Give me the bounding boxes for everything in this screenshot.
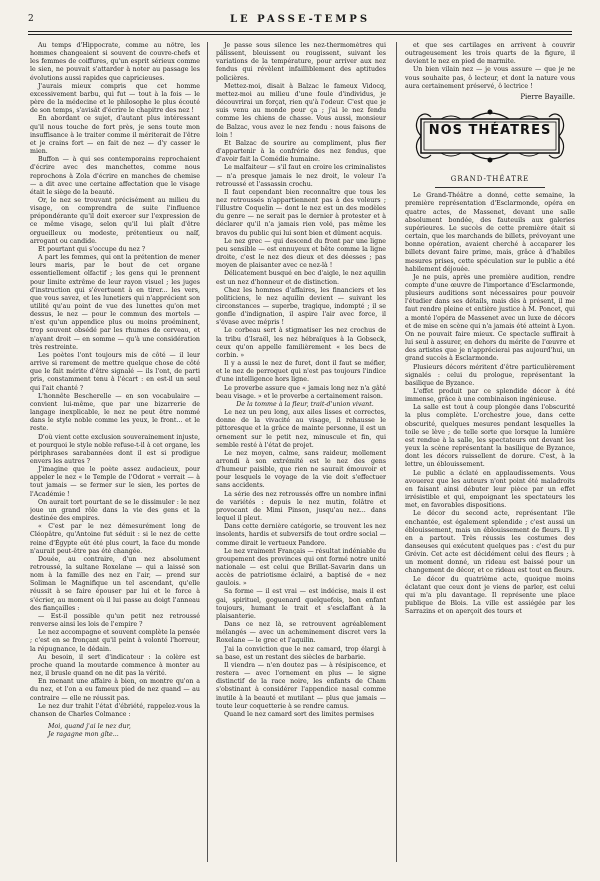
page-header [28,14,572,30]
paragraph: Il viendra — n'en doutez pas — à résipiscence, et restera — avec l'ornement en plus — le signe distinctif de la race noire, les enfants de Cham s'obstinant à considérer l'appendice nasal comme inutile à la beauté et mutilant — plus que jamais — toute leur coquetterie à se rendre camus. [216,661,386,710]
paragraph: Le décor du second acte, représentant l'île enchantée, est également splendide ; c'est aussi un éblouissement, mais un éblouissement de fleurs. Il y en a partout. Très réussis les costumes des danseuses qui exécutent quelques pas : c'est du pur Grévin. Cet acte est décidément celui des fleurs ; à un moment donné, un rideau est baissé pour un changement de décor, et ce rideau est tout en fleurs. [405,510,575,575]
paragraph: Le corbeau sert à stigmatiser les nez crochus de la tribu d'Israël, les nez hébraïques à la Gobseck, ceux qu'on appelle familièrement « les becs de corbin. » [216,327,386,359]
verse-line: Moi, quand j'ai le nez dur, [48,722,131,730]
paragraph: Il faut cependant bien reconnaître que tous les nez retroussés n'appartiennent pas à des voleurs ; l'illustre Coquelin — dont le nez est un des modèles du genre — ne serait pas le dernier à protester et à déclarer qu'il n'a jamais rien volé, pas même les bravos du public qui lui sont bien et dûment acquis. [216,188,386,237]
paragraph: J'ai la conviction que le nez camard, trop élargi à sa base, est un restant des siècles de barbarie. [216,645,386,661]
paragraph: Le malfaiteur — s'il faut en croire les criminalistes — n'a presque jamais le nez droit, le voleur l'a retroussé et l'assassin crochu. [216,164,386,188]
paragraph: J'imagine que le poète assez audacieux, pour appeler le nez « le Temple de l'Odorat » verrait — à tout jamais — se fermer sur le sien, les portes de l'Académie ! [30,466,200,498]
paragraph: Je ne puis, après une première audition, rendre compte d'une œuvre de l'importance d'Esclarmonde, plusieurs auditions sont nécessaires pour pouvoir l'étudier dans ses détails, mais dès à présent, il me faut rendre pleine et entière justice à M. Poncet, qui a monté l'opéra de Massenet avec un luxe de décors et de mise en scène qui n'a jamais été atteint à Lyon. On ne pouvait faire mieux. Ce spectacle suffirait à lui seul à assurer, en dehors du mérite de l'œuvre et des artistes que je n'apprécierai pas aujourd'hui, un grand succès à Esclarmonde. [405,273,575,363]
paragraph: Et pourtant qui s'occupe du nez ? [38,245,146,253]
section-title: GRAND-THÉATRE [450,175,530,184]
paragraph: Quand le nez camard sort des limites permises [224,710,374,718]
paragraph: Buffon — à qui ses contemporains reprochaient d'écrire avec des manchettes, comme nous reprochons à Zola d'écrire en manches de chemise — a dit avec une certaine affectation que le visage était le siège de la beauté. [30,156,200,196]
header-rule [28,31,572,32]
column-divider [396,42,397,862]
paragraph: Le nez grec — qui descend du front par une ligne peu sensible — est ennuyeux et bête comme la ligne droite, c'est le nez des dieux et des déesses ; pas moyen de plaisanter avec ce nez-là ! [216,237,386,270]
paragraph: Le nez vraiment Français — résultat indéniable du groupement des provinces qui ont formé notre unité nationale — est celui que Brillat-Savarin dans un accès de patriotisme éclairé, a baptisé de « nez gaulois. » [216,547,386,588]
page-number: 2 [28,14,34,24]
paragraph: Or, le nez se trouvant précisément au milieu du visage, on comprendra de suite l'influence prépondérante qu'il doit exercer sur l'expression de ce même visage, selon qu'il lui plaît d'être orgueilleux ou modeste, prétentieux ou naïf, arrogant ou candide. [30,196,200,245]
column-1 [30,42,200,862]
paragraph: Le décor du quatrième acte, quoique moins éclatant que ceux dont je viens de parler, est celui qui m'a plu davantage. Il représente une place publique de Blois. La ville est assiégée par les Sarrazins et on aperçoit des tours et [405,575,575,616]
paragraph: Le nez dur trahit l'état d'ébriété, rappelez-vous la chanson de Charles Colmance : [30,702,200,718]
paragraph: — Est-il possible qu'un petit nez retroussé renverse ainsi les lois de l'empire ? [30,612,200,629]
paragraph: L'honnête Bescherelle — en son vocabulaire — convient lui-même, que par une bizarrerie de langage inexplicable, le nez ne peut être nommé dans le style noble comme les yeux, le front... et le reste. [30,392,200,433]
paragraph: Les poètes l'ont toujours mis de côté — il leur arrive si rarement de mettre quelque chose de côté que le fait mérite d'être signalé — ils l'ont, de parti pris, constamment tenu à l'écart : en est-il un seul qui l'ait chanté ? [30,351,200,392]
column-divider [207,42,208,862]
column-2 [216,42,386,862]
paragraph: Je passe sous silence les nez-thermomètres qui pâlissent, bleuissent ou rougissent, suivant les variations de la température, pour arriver aux nez fendus qui révèlent infailliblement des aptitudes policières. [216,42,386,82]
paragraph: La salle est tout à coup plongée dans l'obscurité la plus complète. L'orchestre joue, dans cette obscurité, quelques mesures pendant lesquelles la toile se lève ; de telle sorte que lorsque la lumière est rendue à la salle, les spectateurs ont devant les yeux la scène représentant la basilique de Byzance, dont les décors ruissellent de dorure. C'est, à la lettre, un éblouissement. [405,404,575,469]
paragraph: Dans ce nez là, se retrouvent agréablement mélangés — avec un acheminement discret vers la Roxelane — le grec et l'aquilin. [216,621,386,645]
paragraph: A part les femmes, qui ont la prétention de mener leurs maris, par le bout de cet organe essentiellement olfactif ; les gens qui le prennent pour limite extrême de leur rayon visuel ; les juges d'instruction qui s'évertuent à en tirer... les vers, que vous savez, et les lunetiers qui n'apprécient son utilité qu'au point de vue des lunettes qu'on met dessus, le nez — pour le commun des mortels — n'est qu'un appendice plus ou moins proéminent, trop souvent obsédé par les rhumes de cerveau, et n'ayant droit — en somme — qu'à une considération très restreinte. [30,254,200,351]
paragraph: Le nez accompagne et souvent complète la pensée ; c'est en se fronçant qu'il peint à volonté l'horreur, la répugnance, le dédain. [30,629,200,653]
paragraph: Le Grand-Théâtre a donné, cette semaine, la première représentation d'Esclarmonde, opéra en quatre actes, de Massenet, devant une salle absolument bondée, des fauteuils aux galeries supérieures. Le succès de cette première était si certain, que les marchands de billets, prévoyant une bonne opération, avaient cherché à accaparer les billets devant faire prime, mais, grâce à d'habiles mesures prises, cette spéculation sur le public a été habilement déjouée. [405,192,575,273]
section-banner [411,105,569,167]
paragraph: Au temps d'Hippocrate, comme au nôtre, les hommes changeaient si souvent de couvre-chefs et les femmes de coiffures, qu'un esprit sérieux comme le sien, ne pouvait s'attarder à noter au passage les évolutions aussi rapides que capricieuses. [30,42,200,82]
paragraph: La série des nez retroussés offre un nombre infini de variétés : depuis le nez mutin, folâtre et provocant de Mimi Pinson, jusqu'au nez... dans lequel il pleut. [216,490,386,523]
paragraph: Le nez moyen, calme, sans raideur, mollement arrondi à son extrémité est le nez des gens d'humeur paisible, que rien ne saurait émouvoir et pour lesquels le voyage de la vie doit s'effectuer sans accidents. [216,449,386,490]
subheading: De la tomme à la fleur, trait-d'union vivant. [236,400,374,408]
header-rule-secondary [28,34,572,35]
paragraph: D'où vient cette exclusion souverainement injuste, et pourquoi le style noble refuse-t-il à cet organe, les périphrases sarabannées dont il est si prodigue envers les autres ? [30,433,200,465]
paragraph: Mettez-moi, disait à Balzac le fameux Vidocq, mettez-moi au milieu d'une foule d'individus, je découvrirai un forçat, rien qu'à l'odeur. C'est que je suis venu au monde pour ça ; j'ai le nez fendu comme les chiens de chasse. Vous aussi, monsieur de Balzac, vous avez le nez fendu : nous faisons de loin ! [216,82,386,139]
paragraph: Dans cette dernière catégorie, se trouvent les nez insolents, hardis et subversifs de tout ordre social — comme dirait le vertueux Pandore. [216,523,386,547]
paragraph: Il y a aussi le nez de furet, dont il faut se méfier, et le nez de perroquet qui n'est pas toujours l'indice d'une intelligence hors ligne. [216,360,386,384]
paragraph: Et Balzac de sourire au compliment, plus fier d'appartenir à la confrérie des nez fendus, que d'avoir fait la Comédie humaine. [216,139,386,164]
paragraph: En menant une affaire à bien, on montre qu'on a du nez, et l'on a eu fameux pied de nez quand — au contraire — elle ne réussit pas. [30,678,200,702]
paragraph: Le proverbe assure que « jamais long nez n'a gâté beau visage. » et le proverbe a certainement raison. [216,384,386,400]
paragraph: « C'est par le nez démesurément long de Cléopâtre, qu'Antoine fut séduit : si le nez de cette reine d'Égypte eût été plus court, la face du monde n'aurait peut-être pas été changée. [30,523,200,555]
paragraph: Le nez un peu long, aux ailes lisses et correctes, donne de la vivacité au visage, il rehausse le pittoresque et la grâce de mainte personne, il est un ornement sur le petit nez, minuscule et fin, qui semble resté à l'état de projet. [216,409,386,449]
paragraph: Chez les hommes d'affaires, les financiers et les politiciens, le nez aquilin devient — suivant les circonstances — superbe, tragique, indompté ; il se gonfle d'indignation, il aspire l'air avec force, il s'évase avec mépris ! [216,286,386,327]
paragraph: et que ses cartilages en arrivent à couvrir outrageusement les trois quarts de la figure, il devient le nez en pied de marmite. [405,42,575,66]
paragraph: Un bien vilain nez — je vous assure — que je ne vous souhaite pas, ô lecteur, et dont la nature vous aura certainement préservé, ô lectrice ! [405,66,575,90]
paragraph: Le public a éclaté en applaudissements. Vous avouerez que les auteurs n'ont point été maladroits en faisant ainsi débuter leur pièce par un effet irrésistible et qui, empoignant les spectateurs les met, en favorables dispositions. [405,469,575,510]
paragraph: Douée, au contraire, d'un nez absolument retroussé, la sultane Roxelane — qui a laissé son nom à la famille des nez en l'air, — prend sur Soliman le Magnifique un tel ascendant, qu'elle réussit à se faire épouser par lui et le force à s'écrier, au moment où il lui passe au doigt l'anneau des fiançailles : [30,555,200,612]
publication-title: LE PASSE-TEMPS [229,14,371,25]
section-rule [435,187,545,188]
paragraph: En abordant ce sujet, d'autant plus intéressant qu'il nous touche de fort près, je sens toute mon insuffisance à le traiter comme il mériterait de l'être et je crains fort — en fait de nez — d'y casser le mien. [30,115,200,156]
author-signature: Pierre Bayaille. [520,92,575,101]
song-quote [48,723,200,739]
column-3 [405,42,575,862]
paragraph: Au besoin, il sert d'indicateur : la colère est proche quand la moutarde commence à monter au nez, il brusle quand on ne dit pas la vérité. [30,653,200,678]
paragraph: Plusieurs décors méritent d'être particulièrement signalés : celui du prologue, représentant la basilique de Byzance. [405,363,575,387]
verse-line: Je ragagne mon gîte... [48,731,119,739]
paragraph: J'aurais mieux compris que cet homme excessivement barbu, qui fut — tout à la fois — le père de la médecine et le philosophe le plus écouté de son temps, s'avisât d'écrire le chapitre des nez ! [30,82,200,115]
banner-title: NOS THÉATRES [428,123,552,139]
paragraph: Sa forme — il est vrai — est indécise, mais il est gai, spirituel, goguenard quelquefois, bon enfant toujours, humant le trait et s'esclaffant à la plaisanterie. [216,588,386,620]
paragraph: L'effet produit par ce splendide décor à été immense, grâce à une combinaison ingénieuse. [405,388,575,404]
paragraph: Délicatement busqué en bec d'aigle, le nez aquilin est un nez d'honneur et de distinction. [216,270,386,286]
paragraph: On aurait tort pourtant de se le dissimuler : le nez joue un grand rôle dans la vie des gens et la destinée des empires. [30,498,200,523]
